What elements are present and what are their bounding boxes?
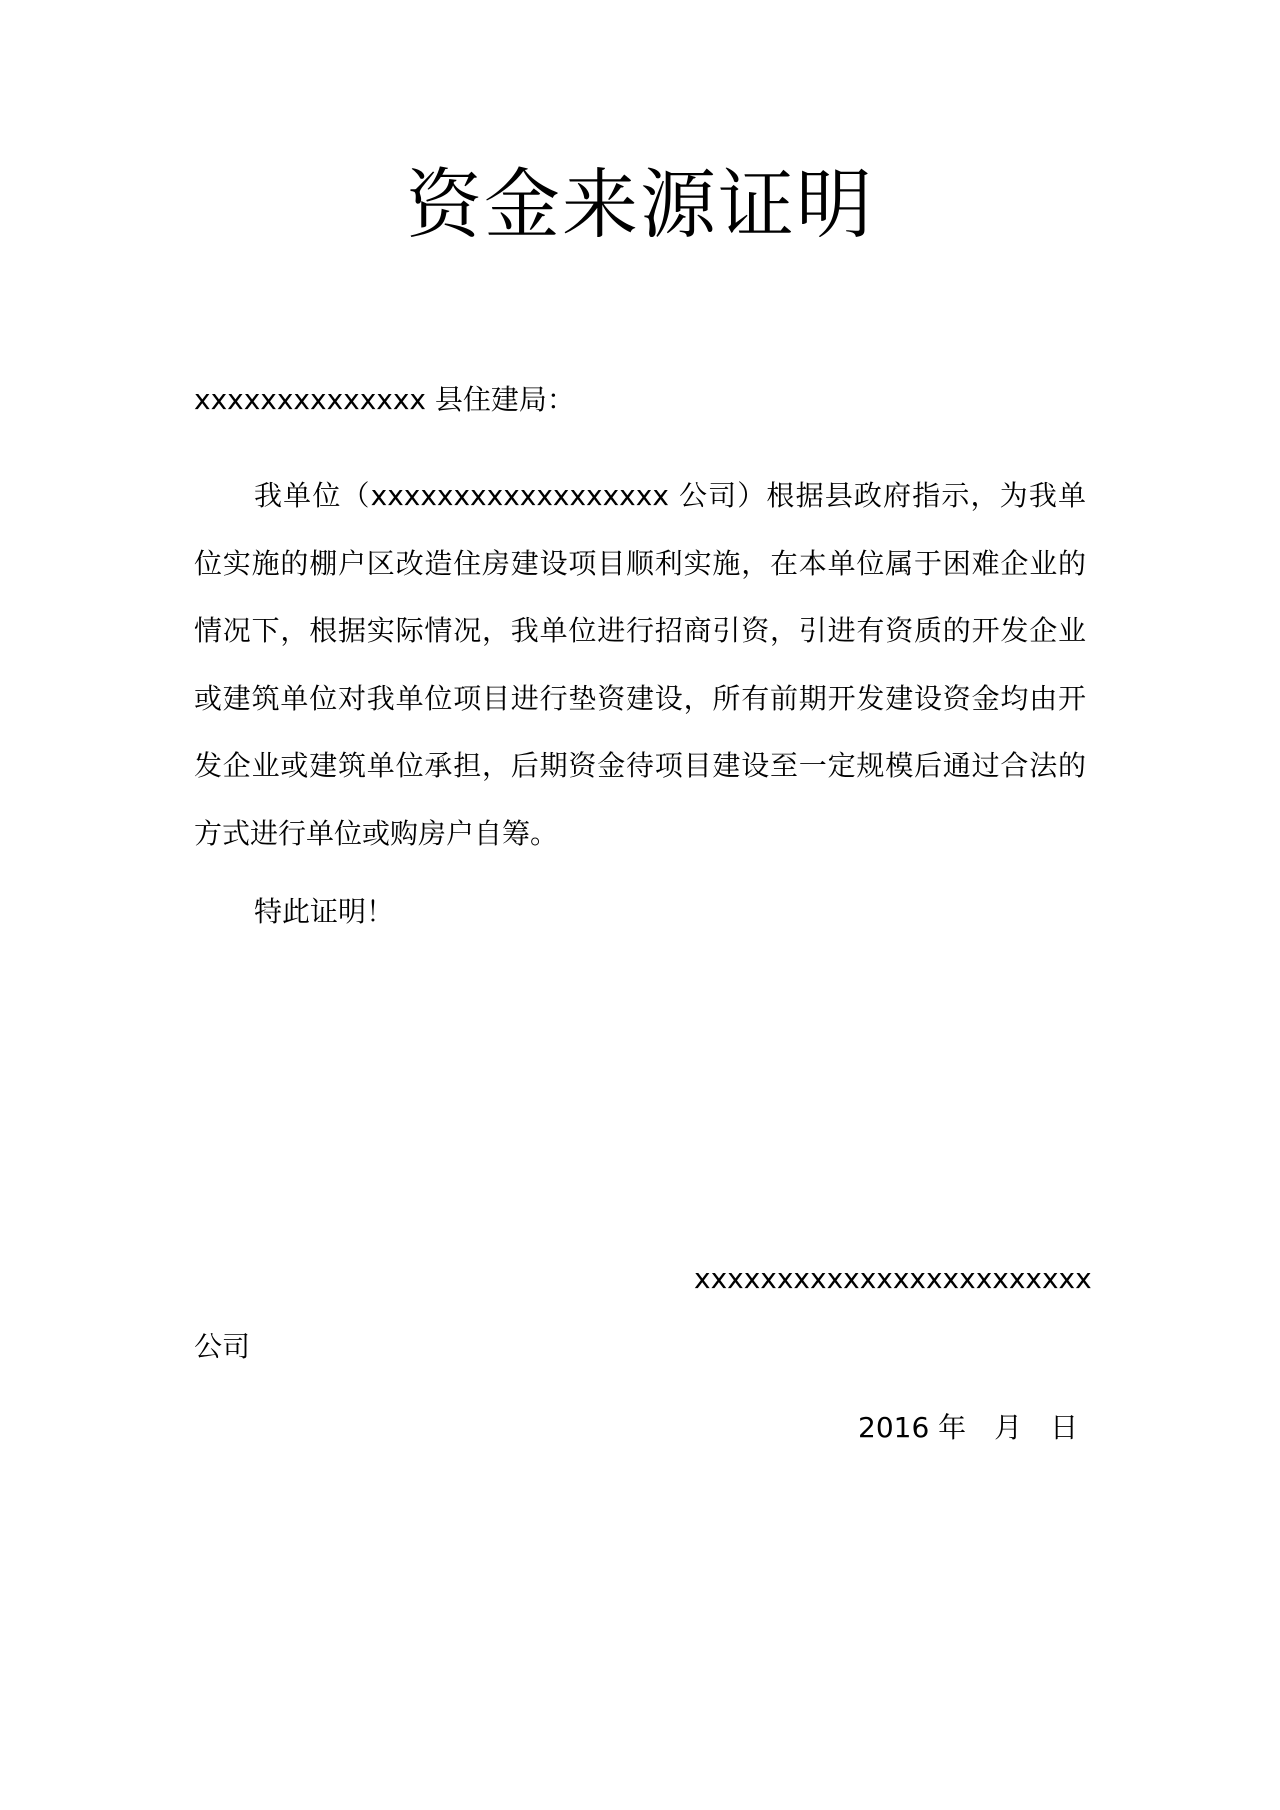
body-paragraph: 我单位（xxxxxxxxxxxxxxxxxx 公司）根据县政府指示，为我单位实施的棚户区改造住房建设项目顺利实施，在本单位属于困难企业的情况下，根据实际情况，我单位进行招商引资，引进有资质的开发企业或建筑单位对我单位项目进行垫资建设，所有前期开发建设资金均由开发企业或建筑单位承担，后期资金待项目建设至一定规模后通过合法的方式进行单位或购房户自筹。 xyxy=(194,479,1086,850)
closing-statement: 特此证明！ xyxy=(254,895,395,928)
salutation: xxxxxxxxxxxxxx 县住建局： xyxy=(194,383,575,416)
signature-date: 2016 年 月 日 xyxy=(858,1411,1079,1444)
document-title: 资金来源证明 xyxy=(406,160,874,249)
signature-company: xxxxxxxxxxxxxxxxxxxxxxxx公司 xyxy=(194,1262,1092,1363)
